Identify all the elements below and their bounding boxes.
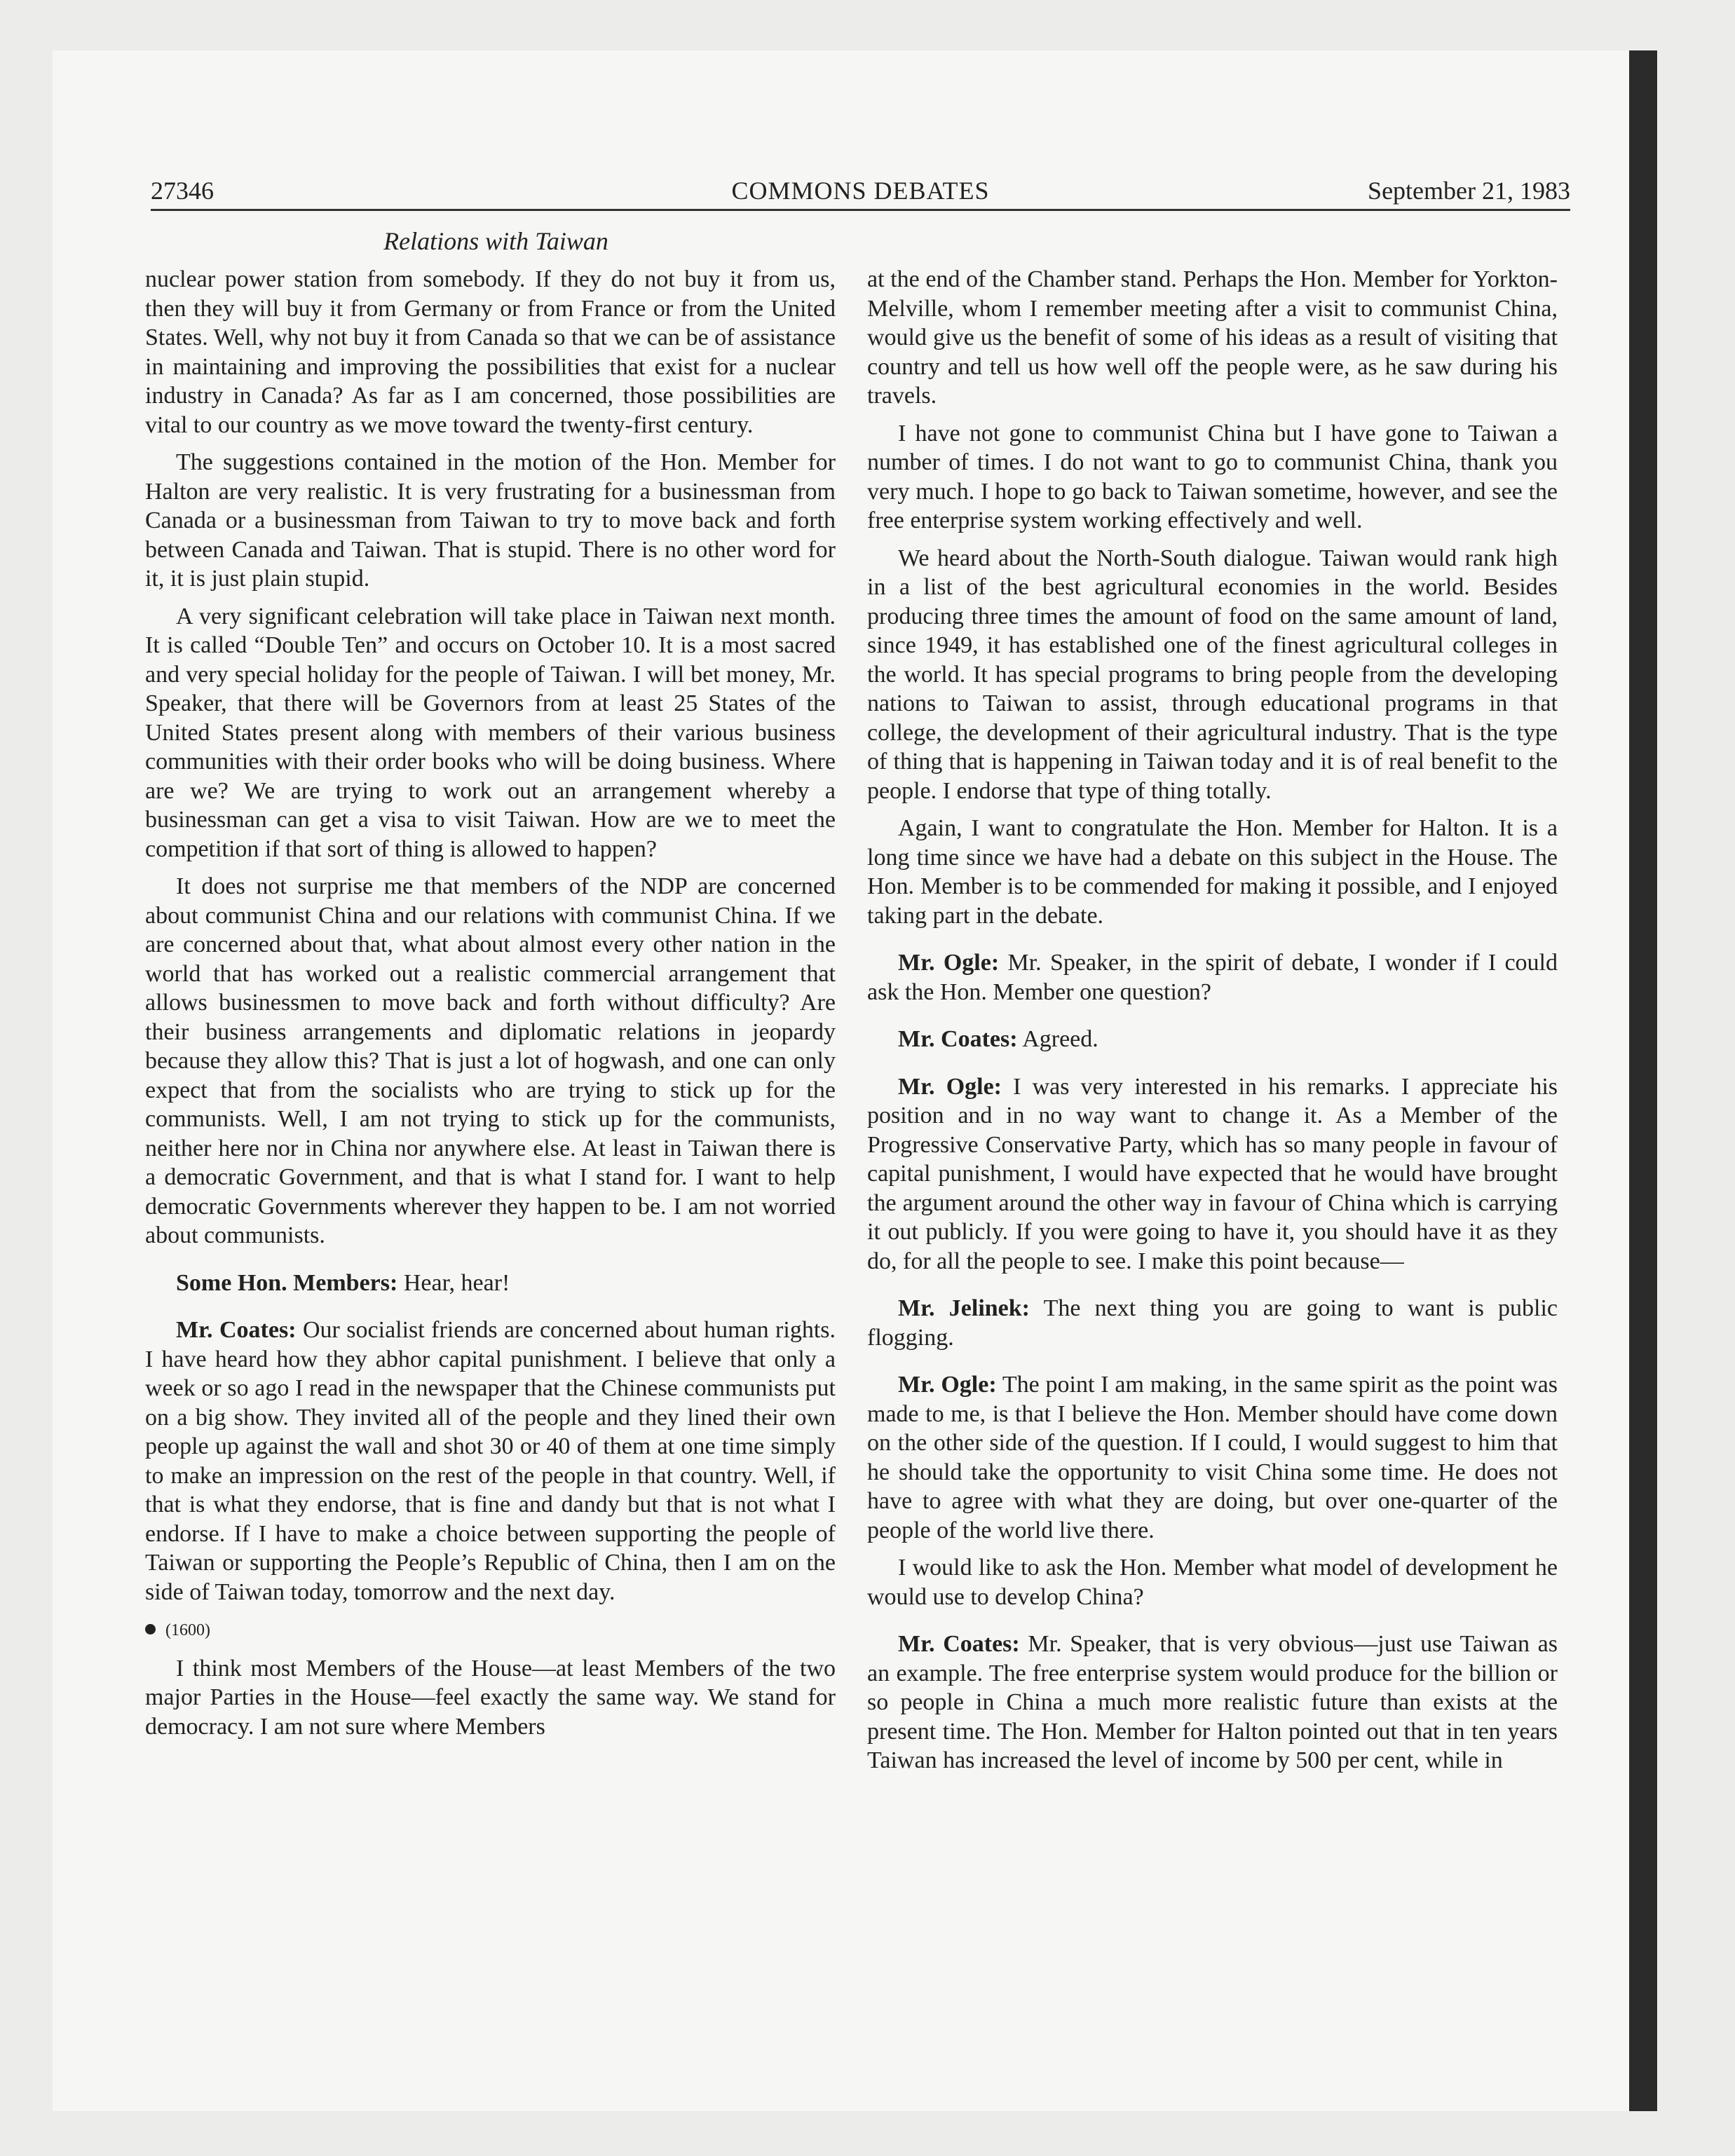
speaker-name: Mr. Coates: — [898, 1631, 1020, 1657]
paragraph: It does not surprise me that members of the NDP are concerned about communist China and our relations with communist China. If we are concerned about that, what about almost every other nation in the world that has worked out a realistic commercial arrangement that allows businessmen to move back and forth without difficulty? Are their business arrangements and diplomatic relations in jeopardy because they allow this? That is just a lot of hogwash, and one can only expect that from the socialists who are trying to stick up for the communists. Well, I am not trying to stick up for the communists, neither here nor in China nor anywhere else. At least in Taiwan there is a democratic Government, and that is what I stand for. I want to help democratic Governments wherever they happen to be. I am not worried about communists. — [145, 873, 836, 1248]
speaker-name: Mr. Ogle: — [898, 950, 1000, 976]
left-column — [145, 265, 836, 1749]
paragraph: I would like to ask the Hon. Member what model of development he would use to develop China? — [867, 1555, 1558, 1610]
speaker-name: Mr. Ogle: — [898, 1073, 1002, 1100]
bullet-icon — [145, 1624, 156, 1635]
speech — [867, 1370, 1558, 1545]
paragraph: at the end of the Chamber stand. Perhaps the Hon. Member for Yorkton-Melville, whom I remember meeting after a visit to communist China, would give us the benefit of some of his ideas as a result of visiting that country and tell us how well off the people were, as he saw during his travels. — [867, 266, 1558, 409]
speech — [867, 1630, 1558, 1775]
speech-text: Hear, hear! — [403, 1269, 510, 1296]
page-number: 27346 — [151, 177, 214, 205]
speech — [867, 1294, 1558, 1352]
paragraph: Again, I want to congratulate the Hon. Member for Halton. It is a long time since we have had a debate on this subject in the House. The Hon. Member is to be commended for making it possible, and I enjoyed taking part in the debate. — [867, 815, 1558, 929]
speech-text: The next thing you are going to want is public flogging. — [867, 1295, 1558, 1351]
speech-text: Our socialist friends are concerned about human rights. I have heard how they abhor capital punishment. I believe that only a week or so ago I read in the newspaper that the Chinese communists put on a big show. They invited all of the people and they lined their own people up against the wall and shot 30 or 40 of them at one time simply to make an impression on the rest of the people in that country. Well, if that is what they endorse, that is fine and dandy but that is not what I endorse. If I have to make a choice between supporting the people of Taiwan or supporting the People’s Republic of China, then I am on the side of Taiwan today, tomorrow and the next day. — [145, 1317, 836, 1605]
paragraph: nuclear power station from somebody. If they do not buy it from us, then they will buy it from Germany or from France or from the United States. Well, why not buy it from Canada so that we can be of assistance in maintaining and improving the possibilities that exist for a nuclear industry in Canada? As far as I am concerned, those possibilities are vital to our country as we move toward the twenty-first century. — [145, 266, 836, 438]
speaker-name: Mr. Jelinek: — [898, 1295, 1030, 1321]
paragraph: We heard about the North-South dialogue. Taiwan would rank high in a list of the best agricultural economies in the world. Besides producing three times the amount of food on the same amount of land, since 1949, it has established one of the finest agricultural colleges in the world. It has special programs to bring people from the developing nations to Taiwan to assist, through educational programs in that college, the development of their agricultural industry. That is the type of thing that is happening in Taiwan today and it is of real benefit to the people. I endorse that type of thing totally. — [867, 545, 1558, 804]
paragraph: A very significant celebration will take place in Taiwan next month. It is called “Double Ten” and occurs on October 10. It is a most sacred and very special holiday for the people of Taiwan. I will bet money, Mr. Speaker, that there will be Governors from at least 25 States of the United States present along with members of their various business communities with their order books who will be doing business. Where are we? We are trying to work out an arrangement whereby a businessman can get a visa to visit Taiwan. How are we to meet the competition if that sort of thing is allowed to happen? — [145, 603, 836, 862]
speech-text: Mr. Speaker, that is very obvious—just use Taiwan as an example. The free enterprise system would produce for the billion or so people in China a much more realistic future than exists at the present time. The Hon. Member for Halton pointed out that in ten years Taiwan has increased the level of income by 500 per cent, while in — [867, 1631, 1558, 1773]
speech — [867, 1072, 1558, 1276]
time-marker-text: (1600) — [165, 1621, 210, 1639]
publication-title: COMMONS DEBATES — [731, 177, 990, 205]
speech-text: The point I am making, in the same spirit as the point was made to me, is that I believe the Hon. Member should have come down on the other side of the question. If I could, I would suggest to him that he should take the opportunity to visit China some time. He does not have to agree with what they are doing, but over one-quarter of the people of the world live there. — [867, 1372, 1558, 1543]
paragraph: I have not gone to communist China but I have gone to Taiwan a number of times. I do not want to go to communist China, thank you very much. I hope to go back to Taiwan sometime, however, and see the free enterprise system working effectively and well. — [867, 420, 1558, 533]
speaker-name: Mr. Coates: — [898, 1026, 1018, 1052]
time-marker — [145, 1616, 836, 1646]
scan-edge-bar — [1629, 50, 1657, 2111]
section-title: Relations with Taiwan — [383, 227, 608, 255]
paragraph: The suggestions contained in the motion of the Hon. Member for Halton are very realistic. It is very frustrating for a businessman from Canada or a businessman from Taiwan to try to move back and forth between Canada and Taiwan. That is stupid. There is no other word for it, it is just plain stupid. — [145, 449, 836, 592]
sitting-date: September 21, 1983 — [1368, 177, 1570, 205]
speaker-name: Mr. Ogle: — [898, 1372, 997, 1398]
speaker-name: Mr. Coates: — [176, 1317, 297, 1343]
speech — [867, 1025, 1558, 1054]
right-column — [867, 265, 1558, 1784]
speech-text: I was very interested in his remarks. I appreciate his position and in no way want to change it. As a Member of the Progressive Conservative Party, which has so many people in favour of capital punishment, I would have expected that he would have brought the argument around the other way in favour of China which is carrying it out publicly. If you were going to have it, you should have it as they do, for all the people to see. I make this point because— — [867, 1073, 1558, 1274]
speech — [145, 1269, 836, 1298]
paragraph: I think most Members of the House—at least Members of the two major Parties in the House—feel exactly the same way. We stand for democracy. I am not sure where Members — [145, 1655, 836, 1740]
speech — [867, 948, 1558, 1007]
speech-text: Agreed. — [1022, 1026, 1098, 1052]
page-header — [151, 172, 1570, 211]
speech-text: Mr. Speaker, in the spirit of debate, I wonder if I could ask the Hon. Member one question? — [867, 950, 1558, 1005]
speech — [145, 1316, 836, 1606]
speaker-name: Some Hon. Members: — [176, 1269, 398, 1296]
